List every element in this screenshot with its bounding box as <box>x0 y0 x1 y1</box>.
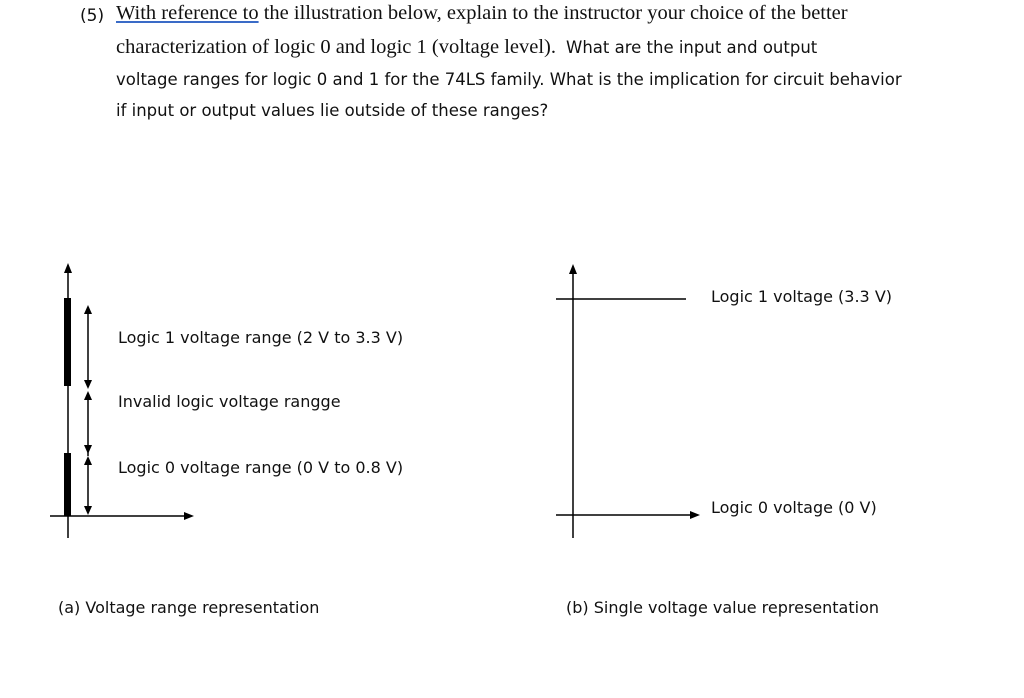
figure-a <box>50 263 403 617</box>
figure-a-x-arrowhead <box>184 512 194 520</box>
figure-b-caption: (b) Single voltage value representation <box>566 598 879 617</box>
invalid-range-bottom-arrow <box>84 445 92 454</box>
figure-b-logic0-label: Logic 0 voltage (0 V) <box>711 498 877 517</box>
figure-b-y-arrowhead <box>569 264 577 274</box>
logic1-range-top-arrow <box>84 305 92 314</box>
figure-a-invalid-label: Invalid logic voltage rangge <box>118 392 341 411</box>
figure-a-caption: (a) Voltage range representation <box>58 598 320 617</box>
question-number: (5) <box>80 6 105 26</box>
question-line-3: voltage ranges for logic 0 and 1 for the 74LS family. What is the implication for circuit behavior <box>116 70 902 89</box>
logic1-range-bottom-arrow <box>84 380 92 389</box>
figure-b-logic1-label: Logic 1 voltage (3.3 V) <box>711 287 892 306</box>
question-line-1-text: the illustration below, explain to the instructor your choice of the better <box>258 2 848 24</box>
question-line-2-sans: What are the input and output <box>566 38 818 57</box>
figure-a-logic0-label: Logic 0 voltage range (0 V to 0.8 V) <box>118 458 404 477</box>
logic0-range-top-arrow <box>84 456 92 465</box>
figure-b-x-arrowhead <box>690 511 700 519</box>
question-line-2-serif: characterization of logic 0 and logic 1 (voltage level). <box>116 36 556 58</box>
reference-link[interactable]: With reference to <box>116 2 259 24</box>
logic0-range-bar <box>64 453 71 516</box>
figure-a-logic1-label: Logic 1 voltage range (2 V to 3.3 V) <box>118 328 404 347</box>
figure-b <box>556 264 892 617</box>
logic0-range-bottom-arrow <box>84 506 92 515</box>
question-line-4: if input or output values lie outside of these ranges? <box>116 101 549 120</box>
invalid-range-top-arrow <box>84 391 92 400</box>
figure-a-y-arrowhead <box>64 263 72 273</box>
logic1-range-bar <box>64 298 71 386</box>
